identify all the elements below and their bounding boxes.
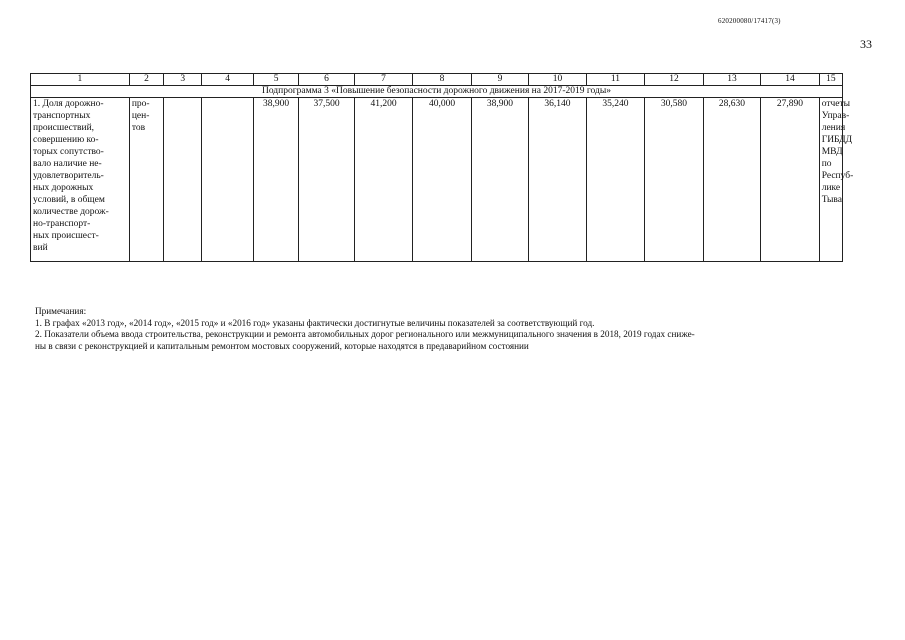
column-number: 3 [164, 74, 202, 86]
value-cell: 38,900 [253, 98, 298, 262]
value-cell: 40,000 [413, 98, 472, 262]
column-number: 1 [31, 74, 130, 86]
document-code: 620200080/17417(3) [718, 17, 781, 25]
column-number: 11 [586, 74, 645, 86]
column-number: 13 [703, 74, 760, 86]
value-cell: 41,200 [354, 98, 413, 262]
note-line: ны в связи с реконструкцией и капитальным ремонтом мостовых сооружений, которые находятся в предаварийном состоянии [35, 340, 529, 351]
value-cell: 38,900 [471, 98, 528, 262]
page-number: 33 [860, 37, 872, 51]
value-cell: 30,580 [645, 98, 704, 262]
column-number: 6 [299, 74, 354, 86]
column-number: 2 [129, 74, 163, 86]
empty-cell [202, 98, 253, 262]
value-cell: 36,140 [529, 98, 586, 262]
column-number: 15 [819, 74, 842, 86]
value-cell: 35,240 [586, 98, 645, 262]
note-line: 2. Показатели объема ввода строительства, реконструкции и ремонта автомобильных дорог регионального или межмуниципального значения в 2018, 2019 годах сниже- [35, 329, 695, 339]
value-cell: 27,890 [761, 98, 820, 262]
column-number: 7 [354, 74, 413, 86]
column-number: 12 [645, 74, 704, 86]
column-number: 9 [471, 74, 528, 86]
indicators-table [30, 73, 854, 262]
subprogram-title: Подпрограмма 3 «Повышение безопасности дорожного движения на 2017-2019 годы» [31, 86, 843, 98]
column-number-row [31, 74, 843, 86]
source-cell: отчеты Управ- ления ГИБДД МВД по Респуб- лике Тыва [819, 98, 842, 262]
column-number: 14 [761, 74, 820, 86]
value-cell: 37,500 [299, 98, 354, 262]
notes-title: Примечания: [35, 306, 87, 316]
notes-section [35, 306, 835, 352]
value-cell: 28,630 [703, 98, 760, 262]
note-line: 1. В графах «2013 год», «2014 год», «2015 год» и «2016 год» указаны фактически достигнутые величины показателей за соответствующий год. [35, 317, 595, 328]
table-row [31, 98, 843, 262]
subprogram-row [31, 86, 843, 98]
column-number: 8 [413, 74, 472, 86]
column-number: 4 [202, 74, 253, 86]
column-number: 5 [253, 74, 298, 86]
unit-cell: про- цен- тов [129, 98, 163, 262]
empty-cell [164, 98, 202, 262]
indicator-cell: 1. Доля дорожно- транспортных происшествий, совершению ко- торых сопутство- вало наличие не- удовлетворитель- ных дорожных условий, в общем количестве дорож- но-транспорт- ных происшест- вий [31, 98, 130, 262]
column-number: 10 [529, 74, 586, 86]
